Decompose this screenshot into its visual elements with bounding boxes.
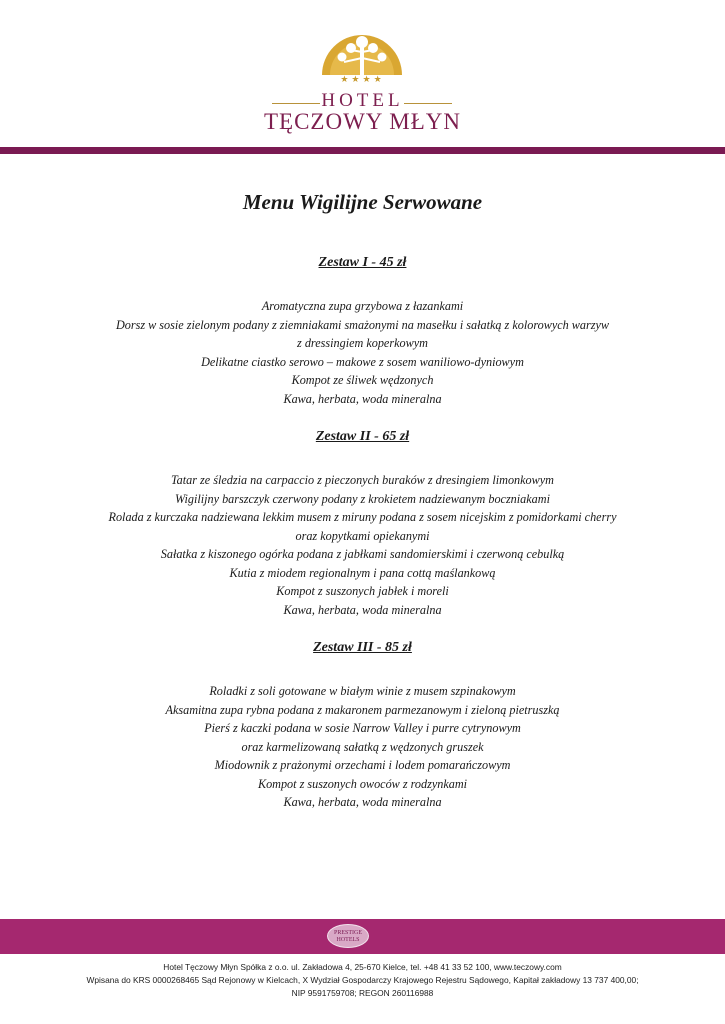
menu-item: oraz karmelizowaną sałatką z wędzonych gruszek [241,739,484,754]
menu-item: Wigilijny barszczyk czerwony podany z krokietem nadziewanym boczniakami [175,491,550,506]
menu-item: Aromatyczna zupa grzybowa z łazankami [261,299,464,313]
menu-set-3 [0,640,725,812]
set-title: Zestaw III - 85 zł [313,640,412,655]
menu-item: Kompot ze śliwek wędzonych [291,373,434,387]
brand-name-text: TĘCZOWY MŁYN [263,109,462,134]
company-footer [0,961,725,1000]
menu-item: oraz kopytkami opiekanymi [295,528,430,543]
logo-divider-right [404,103,452,104]
footer-line: Wpisana do KRS 0000268465 Sąd Rejonowy w Kielcach, X Wydział Gospodarczy Krajowego Rejestru Sądowego, Kapitał zakładowy 13 737 400,00; [86,975,639,985]
badge-line: HOTELS [336,937,360,943]
menu-item: Roladki z soli gotowane w białym winie z musem szpinakowym [209,684,516,698]
set-items [0,682,725,812]
menu-set-1 [0,255,725,408]
menu-item: Dorsz w sosie zielonym podany z ziemniakami smażonymi na masełku i sałatką z kolorowych warzyw [115,317,610,332]
menu-item: Kutia z miodem regionalnym i pana cottą maślankową [229,565,496,580]
prestige-hotels-badge [327,924,369,948]
set-title: Zestaw II - 65 zł [315,429,410,444]
header-band [0,147,725,154]
menu-item: Aksamitna zupa rybna podana z makaronem parmezanowym i zieloną pietruszką [165,702,560,717]
hotel-stars: ★★★★ [340,74,385,84]
badge-line: PRESTIGE [333,930,362,936]
hotel-logo [0,0,725,150]
menu-item: Kawa, herbata, woda mineralna [283,391,442,406]
menu-item: Kompot z suszonych owoców z rodzynkami [257,776,468,791]
menu-item: Kawa, herbata, woda mineralna [283,795,442,809]
menu-title: Menu Wigilijne Serwowane [242,190,483,214]
menu-item: Kawa, herbata, woda mineralna [283,602,442,617]
set-items [0,297,725,408]
menu-item: Rolada z kurczaka nadziewana lekkim musem z miruny podana z sosem nicejskim z pomidorkami cherry [108,510,617,524]
set-title: Zestaw I - 45 zł [318,255,407,270]
set-items [0,471,725,619]
menu-item: Tatar ze śledzia na carpaccio z pieczonych buraków z dresingiem limonkowym [171,473,554,487]
menu-item: z dressingiem koperkowym [297,336,428,350]
menu-set-2 [0,429,725,619]
menu-item: Kompot z suszonych jabłek i moreli [276,584,449,598]
menu-content [0,190,725,833]
menu-item: Sałatka z kiszonego ogórka podana z jabłkami sandomierskimi i czerwoną cebulką [160,547,565,561]
sun-tree-emblem-icon [320,28,404,76]
footer-line: NIP 9591759708; REGON 260116988 [291,988,434,998]
footer-line: Hotel Tęczowy Młyn Spółka z o.o. ul. Zakładowa 4, 25-670 Kielce, tel. +48 41 33 52 100, www.teczowy.com [163,962,562,972]
menu-item: Pierś z kaczki podana w sosie Narrow Valley i purre cytrynowym [204,721,521,735]
brand-hotel-text: HOTEL [321,90,404,111]
menu-item: Delikatne ciastko serowo – makowe z sosem waniliowo-dyniowym [201,354,524,369]
menu-item: Miodownik z prażonymi orzechami i lodem pomarańczowym [214,758,511,772]
